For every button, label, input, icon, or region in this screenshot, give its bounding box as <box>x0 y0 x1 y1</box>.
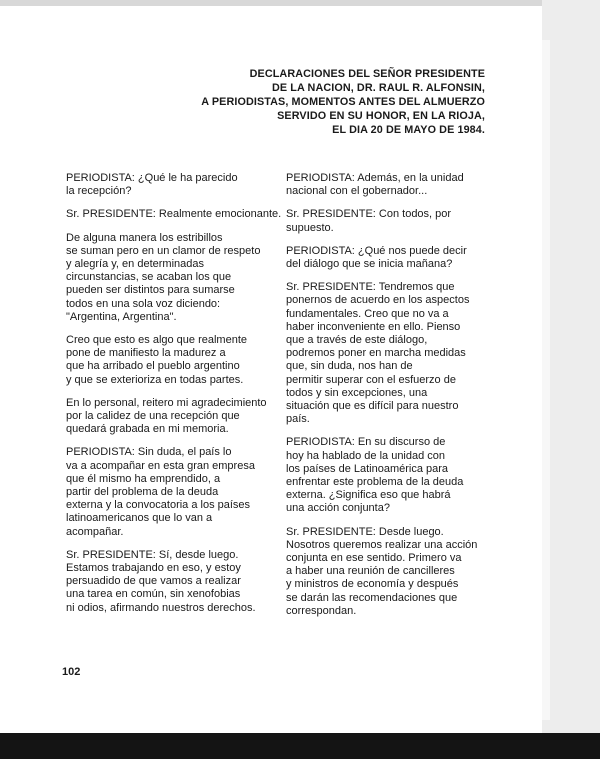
text-line: PERIODISTA: ¿Qué le ha parecido <box>66 172 238 184</box>
paragraph <box>66 446 286 538</box>
text-line: conjunta en ese sentido. Primero va <box>286 552 462 565</box>
text-line: Sr. PRESIDENTE: Desde luego. <box>286 525 444 538</box>
text-line: correspondan. <box>286 604 357 617</box>
text-line: se suman pero en un clamor de respeto <box>66 244 261 257</box>
text-line: En lo personal, reitero mi agradecimiento <box>66 396 267 409</box>
text-line: Nosotros queremos realizar una acción <box>286 538 478 551</box>
text-line: que a través de este diálogo, <box>286 334 428 347</box>
text-line: supuesto. <box>286 221 334 234</box>
text-line: del diálogo que se inicia mañana? <box>286 258 453 271</box>
text-line: latinoamericanos que lo van a <box>66 512 213 525</box>
heading-line: A PERIODISTAS, MOMENTOS ANTES DEL ALMUERZO <box>201 96 485 108</box>
paragraph <box>66 232 286 324</box>
text-line: permitir superar con el esfuerzo de <box>286 373 456 386</box>
text-line: persuadido de que vamos a realizar <box>66 575 241 588</box>
text-line: Estamos trabajando en eso, y estoy <box>66 562 241 575</box>
text-line: pone de manifiesto la madurez a <box>66 347 226 360</box>
paragraph <box>286 172 501 198</box>
text-line: De alguna manera los estribillos <box>66 231 223 244</box>
text-line: país. <box>286 413 310 426</box>
text-line: una tarea en común, sin xenofobias <box>66 588 241 601</box>
text-line: externa. ¿Significa eso que habrá <box>286 489 451 502</box>
right-column <box>286 172 501 628</box>
scan-edge-right <box>542 0 600 759</box>
document-heading <box>180 67 485 137</box>
text-line: haber inconveniente en ello. Pienso <box>286 320 461 333</box>
paragraph <box>286 281 501 426</box>
text-line: externa y la convocatoria a los países <box>66 499 251 512</box>
text-line: situación que es difícil para nuestro <box>286 400 459 413</box>
text-line: partir del problema de la deuda <box>66 486 219 499</box>
text-line: "Argentina, Argentina". <box>66 310 177 323</box>
text-line: que ha arribado el pueblo argentino <box>66 360 240 373</box>
text-line: podremos poner en marcha medidas <box>286 347 466 360</box>
text-line: PERIODISTA: ¿Qué nos puede decir <box>286 244 467 257</box>
text-line: que, sin duda, nos han de <box>286 360 413 373</box>
text-line: ponernos de acuerdo en los aspectos <box>286 294 470 307</box>
heading-line: DE LA NACION, DR. RAUL R. ALFONSIN, <box>271 82 485 94</box>
text-line: PERIODISTA: Sin duda, el país lo <box>66 446 232 459</box>
left-column <box>66 172 286 625</box>
text-line: pueden ser distintos para sumarse <box>66 284 235 297</box>
text-line: Sr. PRESIDENTE: Sí, desde luego. <box>66 548 239 561</box>
scan-binding-strip <box>541 40 550 720</box>
text-line: que él mismo ha emprendido, a <box>66 472 221 485</box>
text-line: nacional con el gobernador... <box>286 185 428 198</box>
heading-line: SERVIDO EN SU HONOR, EN LA RIOJA, <box>277 110 485 122</box>
paragraph <box>286 208 501 234</box>
text-line: Creo que esto es algo que realmente <box>66 334 248 347</box>
text-line: y que se exterioriza en todas partes. <box>66 373 244 386</box>
text-line: y ministros de economía y después <box>286 578 459 591</box>
text-line: PERIODISTA: Además, en la unidad <box>286 172 464 184</box>
scan-edge-bottom <box>0 733 600 759</box>
text-line: va a acompañar en esta gran empresa <box>66 459 255 472</box>
text-line: quedará grabada en mi memoria. <box>66 423 229 436</box>
text-line: una acción conjunta? <box>286 502 390 515</box>
text-line: hoy ha hablado de la unidad con <box>286 449 446 462</box>
text-line: PERIODISTA: En su discurso de <box>286 436 446 449</box>
text-line: enfrentar este problema de la deuda <box>286 476 464 489</box>
text-line: Sr. PRESIDENTE: Tendremos que <box>286 281 455 294</box>
text-line: Sr. PRESIDENTE: Realmente emocionante. <box>66 208 282 221</box>
heading-line: EL DIA 20 DE MAYO DE 1984. <box>332 124 485 136</box>
text-line: Sr. PRESIDENTE: Con todos, por <box>286 208 452 221</box>
text-line: fundamentales. Creo que no va a <box>286 307 449 320</box>
paragraph <box>286 436 501 515</box>
text-line: todos en una sola voz diciendo: <box>66 297 221 310</box>
text-line: se darán las recomendaciones que <box>286 591 458 604</box>
paragraph <box>66 208 286 221</box>
text-line: y alegría y, en determinadas <box>66 258 204 271</box>
text-line: acompañar. <box>66 525 124 538</box>
text-line: ni odios, afirmando nuestros derechos. <box>66 601 256 614</box>
paragraph <box>286 526 501 618</box>
page-number: 102 <box>62 666 81 678</box>
text-line: todos y sin excepciones, una <box>286 386 428 399</box>
paragraph <box>66 334 286 387</box>
text-line: los países de Latinoamérica para <box>286 462 449 475</box>
text-line: por la calidez de una recepción que <box>66 410 240 423</box>
heading-line: DECLARACIONES DEL SEÑOR PRESIDENTE <box>249 68 485 80</box>
paragraph <box>66 397 286 437</box>
paragraph <box>286 245 501 271</box>
text-line: circunstancias, se acaban los que <box>66 271 232 284</box>
text-line: a haber una reunión de cancilleres <box>286 565 455 578</box>
text-line: la recepción? <box>66 185 132 198</box>
paragraph <box>66 549 286 615</box>
paragraph <box>66 172 286 198</box>
